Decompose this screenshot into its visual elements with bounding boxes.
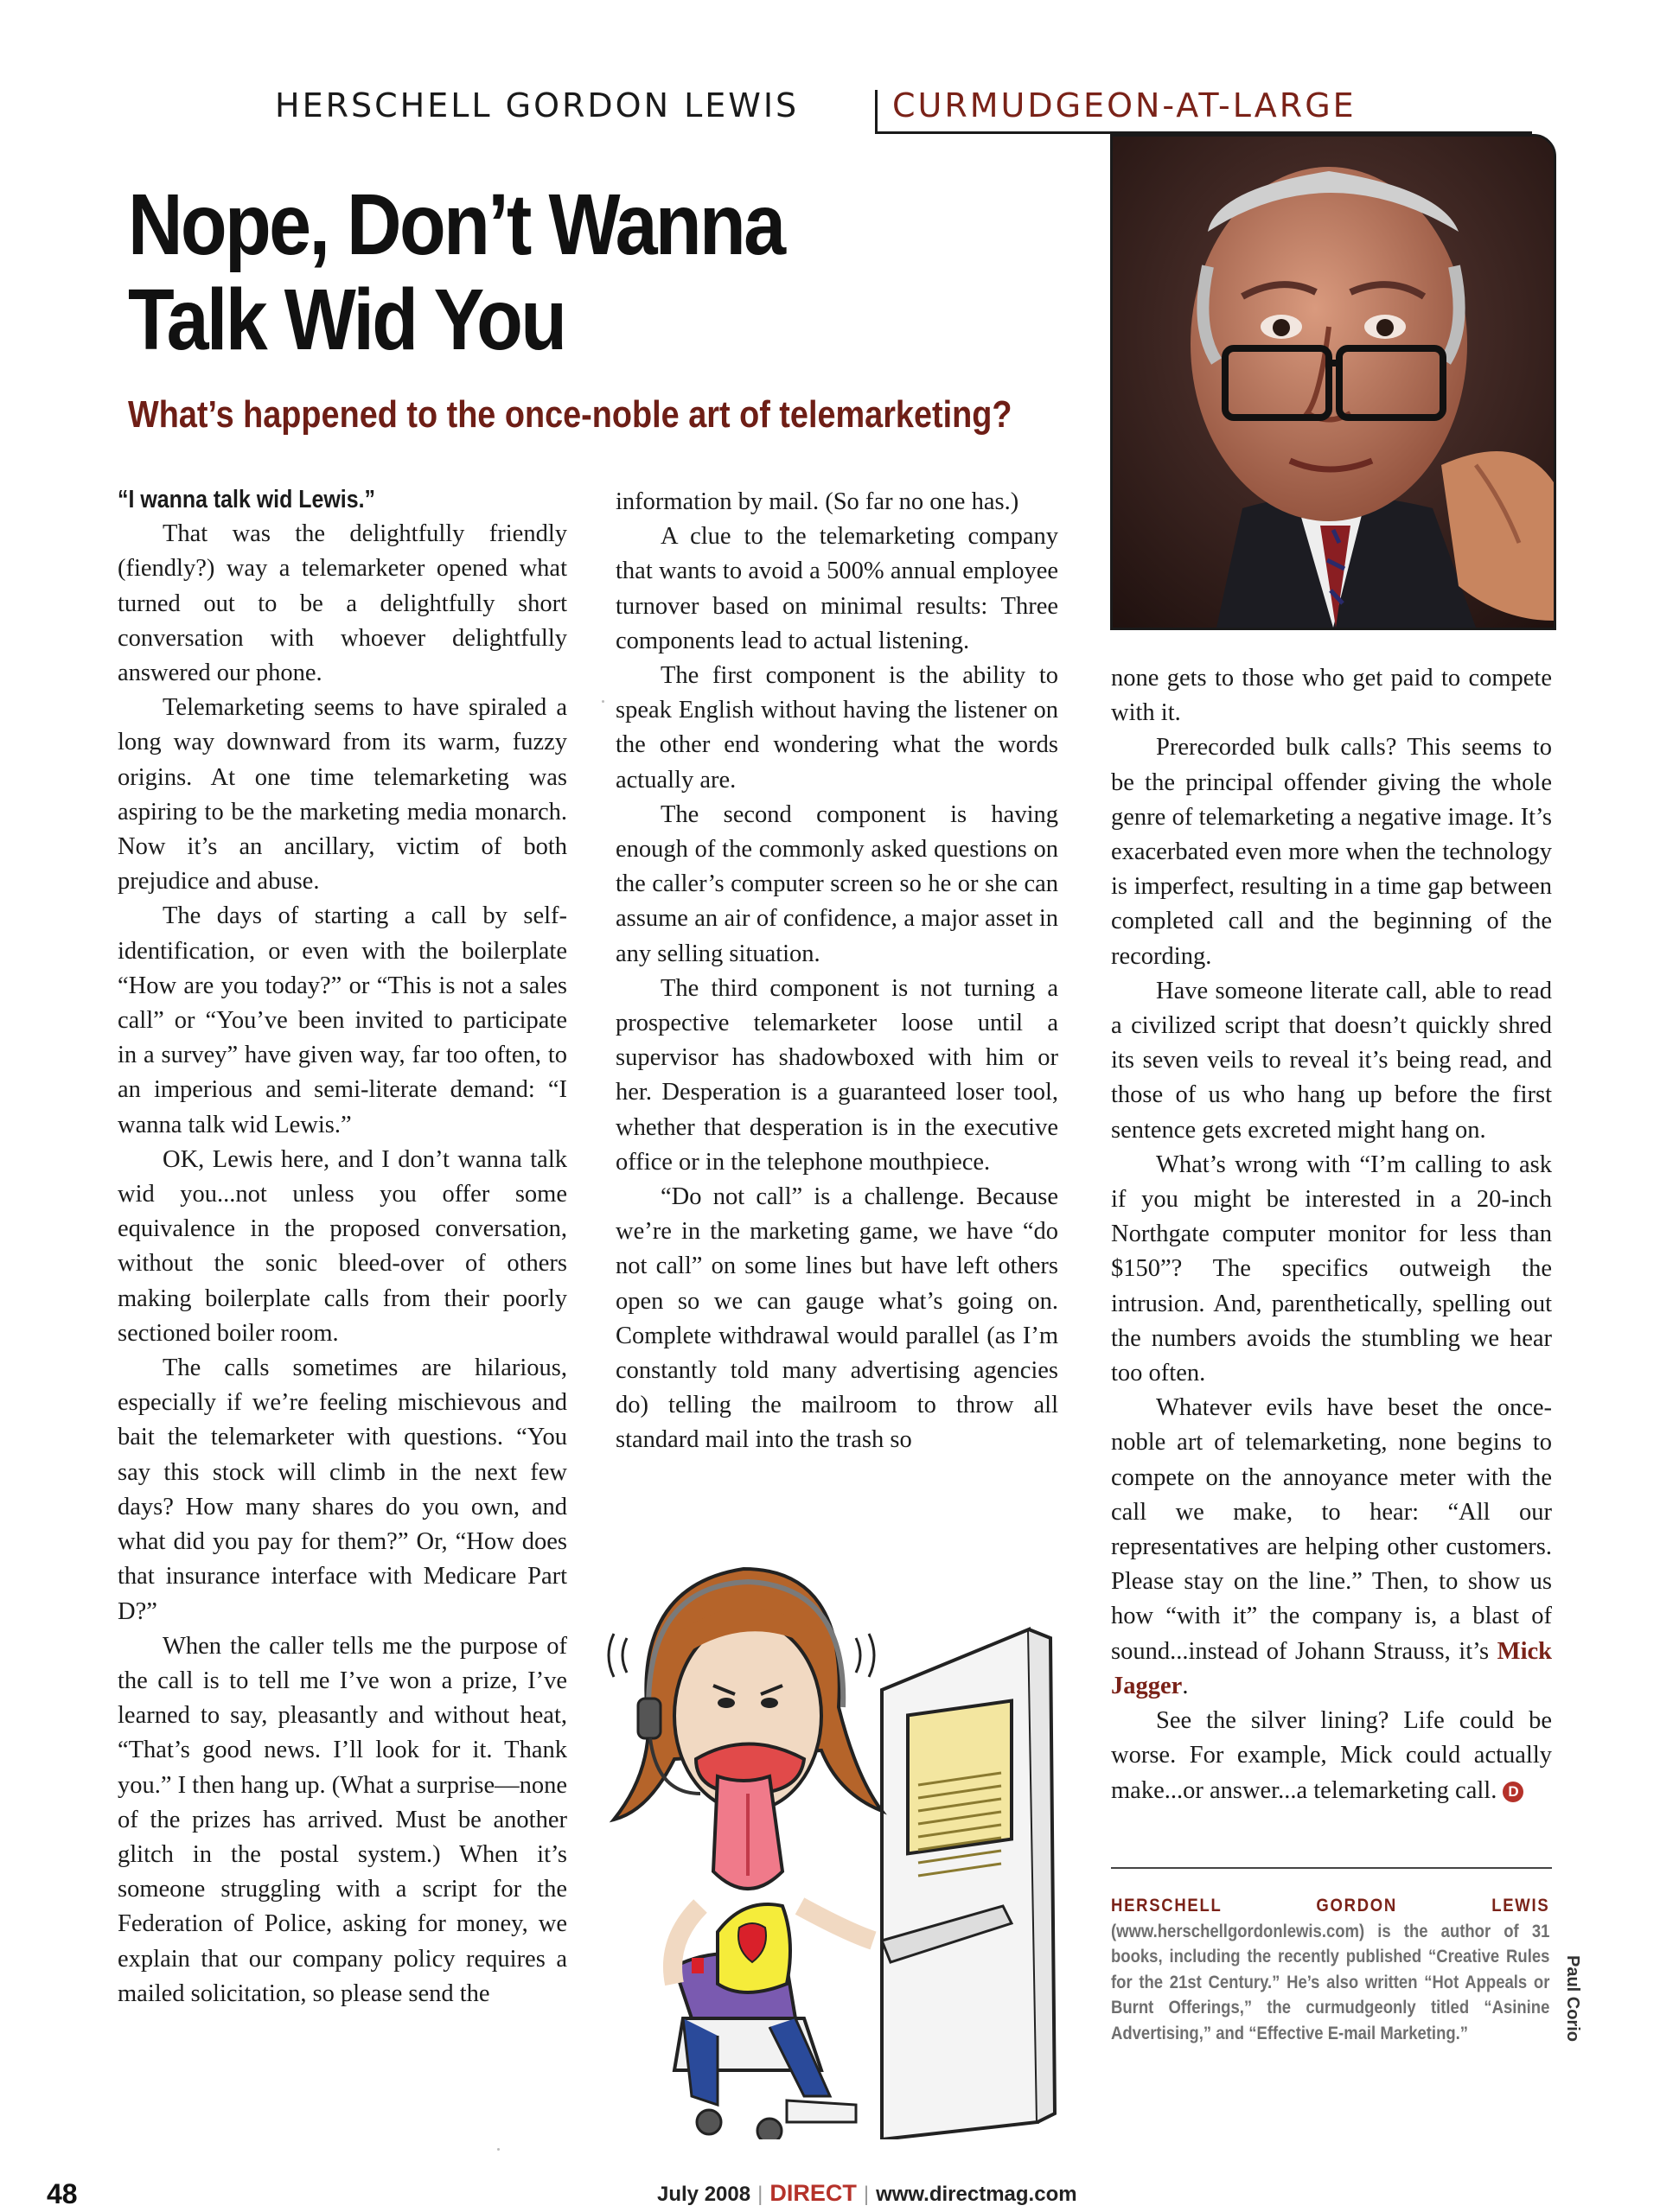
author-photo xyxy=(1110,134,1556,630)
paragraph: information by mail. (So far no one has.) xyxy=(616,488,1019,515)
illustration-credit: Paul Corio xyxy=(1563,1955,1582,2043)
paragraph: The days of starting a call by self-identification, or even with the boilerplate “How are you today?” or “This is not a sales call” or “You’ve been invited to participate in a survey” have given way, far too often, to an imperious and semi-literate demand: “I wanna talk wid Lewis.” xyxy=(118,902,567,1138)
paragraph: none gets to those who get paid to compete with it. xyxy=(1111,665,1552,727)
paragraph: That was the delightfully friendly (fiendly?) way a telemarketer opened what turned out to be a delightfully short conversation with whoever delightfully answered our phone. xyxy=(118,520,567,687)
header-section: CURMUDGEON-AT-LARGE xyxy=(892,86,1357,124)
paragraph: Have someone literate call, able to read a civilized script that doesn’t quickly shred its seven veils to reveal it’s being read, and those of us who hang up before the first sentence gets excreted might hang on. xyxy=(1111,977,1552,1144)
paragraph: What’s wrong with “I’m calling to ask if you might be interested in a 20-inch Northgate computer monitor for less than $150”? The specifics outweigh the intrusion. And, parenthetically, spelling out the numbers avoids the stumbling we hear too often. xyxy=(1111,1151,1552,1387)
footer-url: www.directmag.com xyxy=(876,2183,1077,2206)
header-author: HERSCHELL GORDON LEWIS xyxy=(275,86,800,124)
print-speck xyxy=(497,2148,500,2151)
footer-brand: DIRECT xyxy=(769,2180,857,2206)
paragraph: The calls sometimes are hilarious, especially if we’re feeling mischievous and bait the telemarketer with questions. “You say this stock will climb in the next few days? How many shares do you own, and what did you pay for them?” Or, “How does that insurance interface with Medicare Part D?” xyxy=(118,1355,567,1625)
paragraph: The first component is the ability to speak English without having the listener on the other end wondering what the words actually are. xyxy=(616,662,1058,794)
paragraph: Telemarketing seems to have spiraled a long way downward from its warm, fuzzy origins. At one time telemarketing was aspiring to be the marketing media monarch. Now it’s an ancillary, victim of both prejudice and abuse. xyxy=(118,694,567,896)
bio-text: (www.herschellgordonlewis.com) is the author of 31 books, including the recently published “Creative Rules for the 21st Century.” He’s also written “Hot Appeals or Burnt Offerings,” the curmudgeonly titled “Asinine Advertising,” and “Effective E-mail Marketing.” xyxy=(1111,1920,1550,2043)
bio-author-name: HERSCHELL GORDON LEWIS xyxy=(1111,1895,1550,1916)
title-line-2: Talk Wid You xyxy=(128,271,565,368)
paragraph: OK, Lewis here, and I don’t wanna talk wid you...not unless you offer some equivalence in the proposed conversation, without the sonic bleed-over of others making boilerplate calls from their poorly sectioned boiler room. xyxy=(118,1145,567,1347)
article-subtitle: What’s happened to the once-noble art of telemarketing? xyxy=(128,393,1012,436)
header-divider xyxy=(875,90,878,133)
footer-date: July 2008 xyxy=(657,2183,751,2206)
paragraph-text: Whatever evils have beset the once-noble art of telemarketing, none begins to compete on the annoyance meter with the call we make, to hear: “All our representatives are helping other customers. Please stay on the line.” Then, to show us how “with it” the company is, a blast of sound...instead of Johann Strauss, it’s xyxy=(1111,1394,1552,1665)
paragraph: A clue to the telemarketing company that wants to avoid a 500% annual employee turnover based on minimal results: Three components lead to actual listening. xyxy=(616,523,1058,654)
paragraph: The second component is having enough of the commonly asked questions on the caller’s computer screen so he or she can assume an air of confidence, a major asset in any selling situation. xyxy=(616,800,1058,967)
lead-quote: “I wanna talk wid Lewis.” xyxy=(118,486,375,513)
paragraph-end-punct: . xyxy=(1182,1672,1189,1699)
telemarketer-cartoon xyxy=(597,1534,1063,2139)
cartoon-illustration xyxy=(597,1534,1063,2139)
author-bio xyxy=(1111,1893,1549,2046)
footer-separator: | xyxy=(863,2183,870,2206)
author-photo-illustration xyxy=(1113,137,1554,628)
paragraph: Prerecorded bulk calls? This seems to be the principal offender giving the whole genre of telemarketing a negative image. It’s exacerbated even more when the technology is imperfect, resulting in a time gap between completed call and the beginning of the recording. xyxy=(1111,734,1552,970)
bio-divider xyxy=(1111,1867,1552,1869)
page-number: 48 xyxy=(47,2178,78,2209)
paragraph: The third component is not turning a prospective telemarketer loose until a supervisor has shadowboxed with him or her. Desperation is a guaranteed loser tool, whether that desperation is in the executive office or in the telephone mouthpiece. xyxy=(616,974,1058,1176)
mick-jagger-highlight: Mick Jagger xyxy=(1111,1637,1552,1699)
column-3 xyxy=(1111,661,1552,1808)
title-line-1: Nope, Don’t Wanna xyxy=(128,176,784,273)
page-footer xyxy=(657,2180,1077,2207)
end-mark-icon: D xyxy=(1503,1782,1523,1802)
column-2 xyxy=(616,485,1058,1458)
print-speck xyxy=(602,700,604,703)
paragraph xyxy=(1111,1391,1552,1704)
paragraph xyxy=(1111,1704,1552,1808)
footer-separator: | xyxy=(757,2183,763,2206)
paragraph: When the caller tells me the purpose of the call is to tell me I’ve won a prize, I’ve learned to say, pleasantly and without heat, “That’s good news. I’ll look for it. Thank you.” I then hang up. (What a surprise—none of the prizes has arrived. Must be another glitch in the postal system.) When it’s someone struggling with a script for the Federation of Police, asking for money, we explain that our company policy requires a mailed solicitation, so please send the xyxy=(118,1632,567,2007)
paragraph: “Do not call” is a challenge. Because we’re in the marketing game, we have “do not call” on some lines but have left others open so we can gauge what’s going on. Complete withdrawal would parallel (as I’m constantly told many advertising agencies do) telling the mailroom to throw all standard mail into the trash so xyxy=(616,1183,1058,1454)
article-title xyxy=(128,177,889,367)
paragraph-text: See the silver lining? Life could be worse. For example, Mick could actually make...or answer...a telemarketing call. xyxy=(1111,1707,1552,1804)
column-1 xyxy=(118,482,567,2011)
